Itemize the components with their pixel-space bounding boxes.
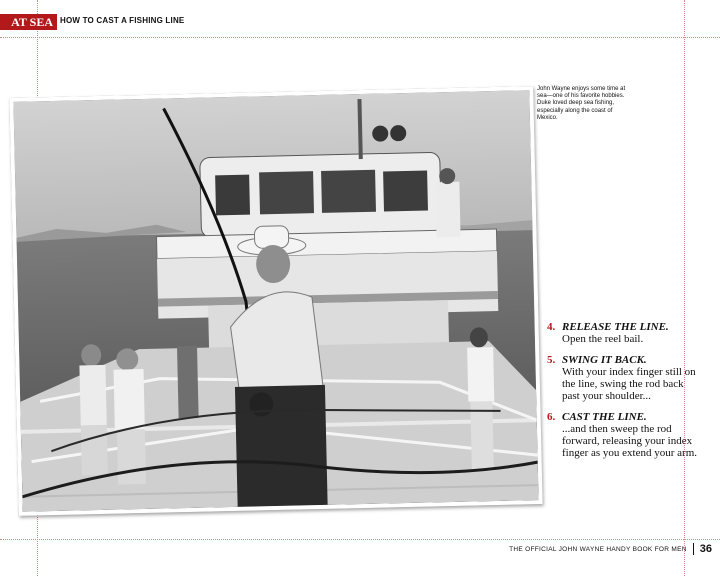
photo-caption: John Wayne enjoys some time at sea—one of his favorite hobbies. Duke loved deep sea fishing, especially along the coast of Mexico. — [537, 86, 626, 121]
casting-steps — [547, 321, 697, 468]
book-title: THE OFFICIAL JOHN WAYNE HANDY BOOK FOR MEN — [509, 545, 687, 553]
step-heading: RELEASE THE LINE. — [562, 321, 669, 333]
step-number: 4. — [547, 321, 556, 333]
footer-divider — [693, 543, 694, 555]
boat-photo-illustration — [13, 90, 538, 512]
section-title: HOW TO CAST A FISHING LINE — [60, 16, 185, 25]
step-heading: SWING IT BACK. — [562, 354, 647, 366]
running-footer — [509, 542, 712, 556]
step-heading: CAST THE LINE. — [562, 411, 647, 423]
guide-line-top — [0, 37, 720, 38]
page-number: 36 — [699, 543, 712, 555]
step-5 — [547, 354, 697, 402]
step-body: With your index finger still on the line, swing the rod back past your shoulder... — [562, 366, 696, 402]
boat-photo — [9, 86, 542, 516]
running-header — [0, 11, 460, 32]
step-4 — [547, 321, 697, 345]
step-body: ...and then sweep the rod forward, releasing your index finger as you extend your arm. — [562, 423, 698, 459]
step-6 — [547, 411, 697, 459]
step-body: Open the reel bail. — [562, 333, 644, 345]
section-tab: AT SEA — [0, 14, 57, 30]
step-number: 5. — [547, 354, 556, 366]
guide-line-right — [684, 0, 685, 576]
step-number: 6. — [547, 411, 556, 423]
guide-line-bottom — [0, 539, 720, 540]
